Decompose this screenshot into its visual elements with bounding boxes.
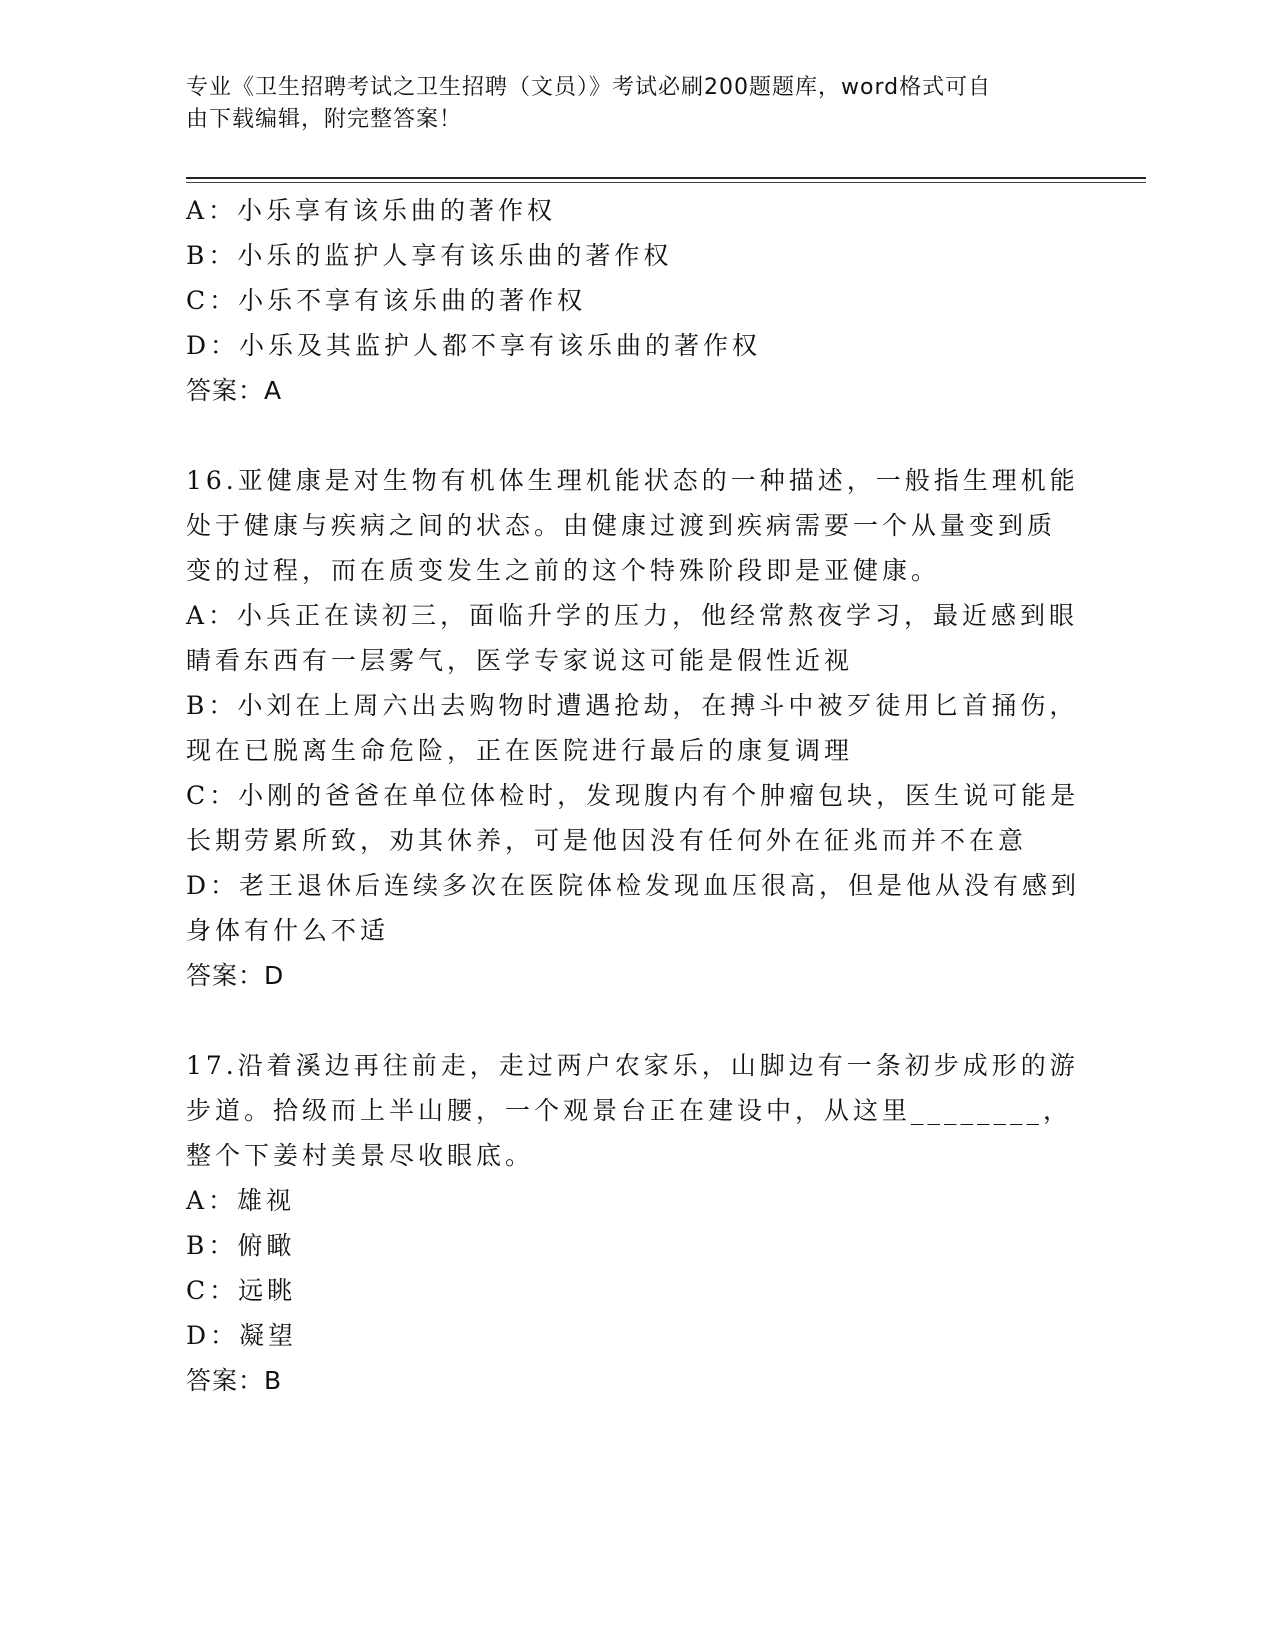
option-a: A：小兵正在读初三，面临升学的压力，他经常熬夜学习，最近感到眼	[186, 601, 1079, 630]
page-header	[186, 72, 1066, 136]
option-a: A：小乐享有该乐曲的著作权	[186, 196, 557, 225]
option-c: C：远眺	[186, 1276, 297, 1305]
option-b: B：小刘在上周六出去购物时遭遇抢劫，在搏斗中被歹徒用匕首捅伤，	[186, 691, 1079, 720]
question-stem-line: 16.亚健康是对生物有机体生理机能状态的一种描述，一般指生理机能	[186, 466, 1079, 495]
option-c-cont: 长期劳累所致，劝其休养，可是他因没有任何外在征兆而并不在意	[186, 826, 1028, 855]
question-stem-line: 17.沿着溪边再往前走，走过两户农家乐，山脚边有一条初步成形的游	[186, 1051, 1079, 1080]
option-b: B：俯瞰	[186, 1231, 296, 1260]
question-17	[186, 1043, 1086, 1403]
option-a: A：雄视	[186, 1186, 296, 1215]
question-16	[186, 458, 1086, 998]
answer: 答案：A	[186, 376, 283, 405]
option-b-cont: 现在已脱离生命危险，正在医院进行最后的康复调理	[186, 736, 854, 765]
question-stem-line: 变的过程，而在质变发生之前的这个特殊阶段即是亚健康。	[186, 556, 941, 585]
answer: 答案：D	[186, 961, 285, 990]
question-stem-line: 步道。拾级而上半山腰，一个观景台正在建设中，从这里________，	[186, 1096, 1073, 1125]
question-stem-line: 处于健康与疾病之间的状态。由健康过渡到疾病需要一个从量变到质	[186, 511, 1057, 540]
question-content	[186, 188, 1086, 1403]
header-line-2: 由下载编辑，附完整答案！	[186, 107, 463, 132]
question-15	[186, 188, 1086, 413]
option-d-cont: 身体有什么不适	[186, 916, 390, 945]
header-line-1: 专业《卫生招聘考试之卫生招聘（文员）》考试必刷200题题库，word格式可自	[186, 75, 992, 100]
option-c: C：小刚的爸爸在单位体检时，发现腹内有个肿瘤包块，医生说可能是	[186, 781, 1080, 810]
option-a-cont: 睛看东西有一层雾气，医学专家说这可能是假性近视	[186, 646, 854, 675]
option-d: D：小乐及其监护人都不享有该乐曲的著作权	[186, 331, 762, 360]
header-divider-thin	[186, 182, 1146, 183]
header-divider	[186, 177, 1146, 179]
option-d: D：老王退休后连续多次在医院体检发现血压很高，但是他从没有感到	[186, 871, 1081, 900]
option-d: D：凝望	[186, 1321, 298, 1350]
answer: 答案：B	[186, 1366, 283, 1395]
option-b: B：小乐的监护人享有该乐曲的著作权	[186, 241, 673, 270]
option-c: C：小乐不享有该乐曲的著作权	[186, 286, 587, 315]
question-stem-line: 整个下姜村美景尽收眼底。	[186, 1141, 535, 1170]
